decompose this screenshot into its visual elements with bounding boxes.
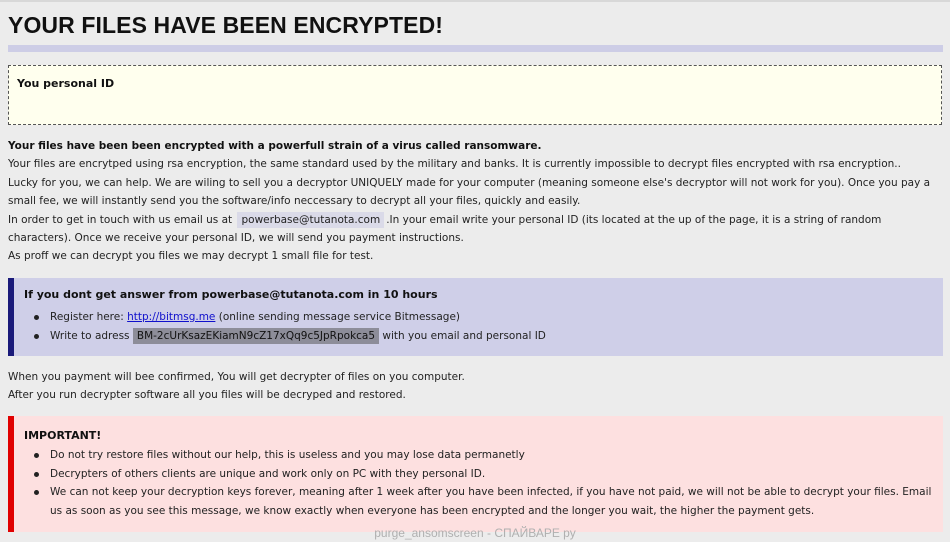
register-note: (online sending message service Bitmessage): [218, 311, 461, 323]
watermark-text: purge_ansomscreen - СПАЙВАРЕ ру: [374, 526, 576, 540]
list-item: [34, 308, 546, 327]
register-label: Register here:: [50, 311, 124, 323]
title-underline: [8, 45, 943, 52]
fallback-contact-panel: [8, 278, 943, 356]
intro-line-3-post: .In your email write your personal ID (its located at the up of the page, it is a string of random characters). Once we receive your personal ID, we will send you payment instructions.: [8, 213, 882, 245]
intro-line-1: Your files are encrytped using rsa encryption, the same standard used by the military and banks. It is currently impossible to decrypt files encrypted with rsa encryption..: [8, 158, 901, 171]
list-item: Do not try restore files without our help, this is useless and you may lose data permanetly: [34, 446, 934, 465]
contact-email[interactable]: powerbase@tutanota.com: [237, 212, 384, 228]
intro-section: [8, 137, 940, 266]
top-divider: [0, 0, 950, 2]
page-title: YOUR FILES HAVE BEEN ENCRYPTED!: [8, 12, 444, 38]
bitmessage-link[interactable]: http://bitmsg.me: [127, 311, 216, 323]
intro-line-3: [8, 211, 940, 248]
fallback-heading: If you dont get answer from powerbase@tutanota.com in 10 hours: [24, 288, 438, 301]
fallback-list: [34, 308, 546, 346]
confirm-line-1: When you payment will bee confirmed, You will get decrypter of files on you computer.: [8, 371, 465, 383]
intro-line-4: As proff we can decrypt you files we may decrypt 1 small file for test.: [8, 250, 374, 263]
confirmation-section: [8, 368, 940, 405]
personal-id-box: [8, 65, 942, 125]
list-item: [34, 327, 546, 346]
bitmessage-address[interactable]: BM-2cUrKsazEKiamN9cZ17xQq9c5JpRpokca5: [133, 328, 379, 344]
intro-line-2: Lucky for you, we can help. We are wiling to sell you a decryptor UNIQUELY made for your computer (meaning someone else's decryptor will not work for you). Once you pay a small fee, we will instantly send you the software/info neccessary to decrypt all your files, quickly and easily.: [8, 176, 931, 208]
confirm-line-2: After you run decrypter software all you files will be decryped and restored.: [8, 389, 406, 402]
personal-id-label: You personal ID: [17, 77, 115, 90]
intro-headline: Your files have been been encrypted with a powerfull strain of a virus called ransomware.: [8, 140, 542, 152]
write-note: with you email and personal ID: [382, 330, 546, 342]
important-panel: [8, 416, 943, 532]
list-item: Decrypters of others clients are unique and work only on PC with they personal ID.: [34, 465, 934, 484]
important-list: [34, 446, 934, 520]
list-item: We can not keep your decryption keys forever, meaning after 1 week after you have been infected, if you have not paid, we will not be able to decrypt your files. Email us as soon as you see this message, we know exactly when everyone has been encrypted and the longer you wait, the higher the payment gets.: [34, 483, 934, 520]
important-heading: IMPORTANT!: [24, 429, 102, 442]
intro-line-3-pre: In order to get in touch with us email us at: [8, 213, 233, 226]
write-label: Write to adress: [50, 330, 130, 342]
